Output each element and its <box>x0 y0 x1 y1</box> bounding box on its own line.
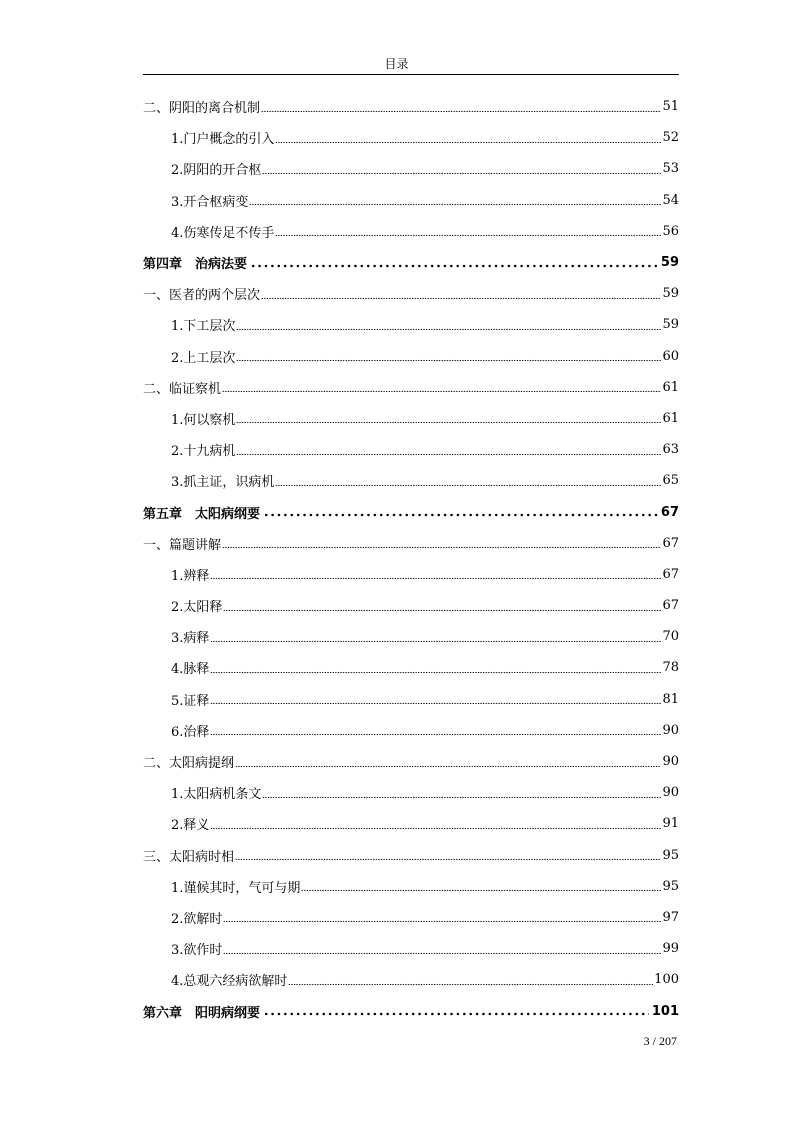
toc-entry-title: 5.证释 <box>171 693 210 709</box>
dot-leader <box>275 476 661 486</box>
dot-leader <box>261 289 661 299</box>
toc-entry-title: 1.下工层次 <box>171 319 236 335</box>
toc-page-number: 99 <box>662 941 679 957</box>
toc-page-number: 61 <box>662 379 679 395</box>
toc-entry-title: 一、医者的两个层次 <box>143 288 261 304</box>
toc-entry-title: 二、阴阳的离合机制 <box>143 101 261 117</box>
toc-page-number: 61 <box>662 410 679 426</box>
toc-page-number: 100 <box>654 972 679 988</box>
toc-page-number: 70 <box>662 629 679 645</box>
toc-page-number: 78 <box>662 660 679 676</box>
toc-entry-title: 第六章 阳明病纲要 <box>143 1005 261 1021</box>
toc-page-number: 60 <box>662 348 679 364</box>
toc-entry[interactable] <box>143 684 679 715</box>
toc-entry-title: 4.伤寒传足不传手 <box>171 225 275 241</box>
dot-leader <box>236 351 661 361</box>
toc-entry-title: 6.治释 <box>171 724 210 740</box>
toc-entry-title: 3.欲作时 <box>171 943 223 959</box>
dot-leader <box>210 663 661 673</box>
toc-page-number: 90 <box>662 722 679 738</box>
toc-page-number: 90 <box>662 785 679 801</box>
toc-entry[interactable] <box>143 403 679 434</box>
toc-entry[interactable] <box>143 309 679 340</box>
toc-entry-title: 一、篇题讲解 <box>143 537 222 553</box>
toc-page-number: 65 <box>662 473 679 489</box>
toc-page-number: 59 <box>662 286 679 302</box>
toc-entry-title: 1.何以察机 <box>171 412 236 428</box>
dot-leader <box>275 133 661 143</box>
toc-page-number: 95 <box>662 847 679 863</box>
dot-leader <box>261 102 661 112</box>
dot-leader <box>222 538 661 548</box>
toc-entry[interactable] <box>143 528 679 559</box>
toc-entry-title: 第四章 治病法要 <box>143 257 248 273</box>
dot-leader <box>210 694 661 704</box>
toc-page-number: 97 <box>662 909 679 925</box>
toc-chapter-entry[interactable] <box>143 995 679 1026</box>
toc-entry-title: 2.上工层次 <box>171 350 236 366</box>
toc-entry[interactable] <box>143 559 679 590</box>
toc-entry[interactable] <box>143 746 679 777</box>
toc-page-number: 81 <box>662 691 679 707</box>
toc-page-number: 54 <box>662 192 679 208</box>
toc-page-number: 67 <box>660 504 679 520</box>
page-number: 3 / 207 <box>643 1034 677 1048</box>
toc-entry-title: 2.释义 <box>171 818 210 834</box>
toc-entry[interactable] <box>143 621 679 652</box>
toc-page-number: 67 <box>662 566 679 582</box>
toc-entry[interactable] <box>143 341 679 372</box>
toc-entry[interactable] <box>143 590 679 621</box>
toc-entry[interactable] <box>143 153 679 184</box>
dot-leader <box>236 320 661 330</box>
toc-entry-title: 1.谨候其时，气可与期 <box>171 880 301 896</box>
toc-entry-title: 2.十九病机 <box>171 444 236 460</box>
dot-leader <box>235 757 661 767</box>
toc-entry-title: 4.总观六经病欲解时 <box>171 974 288 990</box>
toc-entry[interactable] <box>143 652 679 683</box>
toc-page-number: 59 <box>662 317 679 333</box>
toc-page-number: 101 <box>651 1003 679 1019</box>
toc-entry[interactable] <box>143 840 679 871</box>
dot-leader <box>288 975 653 985</box>
dot-leader <box>223 601 661 611</box>
dot-leader <box>222 382 661 392</box>
toc-entry-title: 1.太阳病机条文 <box>171 787 262 803</box>
toc-entry-title: 三、太阳病时相 <box>143 849 235 865</box>
page-header-title: 目录 <box>384 57 409 71</box>
dot-leader <box>275 226 661 236</box>
toc-entry-title: 4.脉释 <box>171 662 210 678</box>
toc-entry-title: 二、临证察机 <box>143 381 222 397</box>
toc-entry[interactable] <box>143 715 679 746</box>
dot-leader <box>210 569 661 579</box>
toc-entry-title: 2.欲解时 <box>171 911 223 927</box>
toc-entry-title: 3.病释 <box>171 631 210 647</box>
dot-leader <box>301 881 661 891</box>
table-of-contents <box>143 91 679 1027</box>
dot-leader <box>210 632 661 642</box>
dot-leader <box>262 164 661 174</box>
toc-page-number: 63 <box>662 442 679 458</box>
toc-entry[interactable] <box>143 871 679 902</box>
toc-entry[interactable] <box>143 808 679 839</box>
toc-chapter-entry[interactable] <box>143 496 679 527</box>
toc-page-number: 90 <box>662 754 679 770</box>
toc-page-number: 95 <box>662 878 679 894</box>
toc-entry[interactable] <box>143 185 679 216</box>
toc-entry-title: 1.辨释 <box>171 568 210 584</box>
dot-leader <box>262 788 661 798</box>
dot-leader <box>223 912 661 922</box>
dot-leader <box>249 195 661 205</box>
dot-leader <box>236 413 661 423</box>
toc-page-number: 91 <box>662 816 679 832</box>
toc-entry-title: 第五章 太阳病纲要 <box>143 506 261 522</box>
toc-page-number: 59 <box>660 255 679 271</box>
dot-leader <box>235 850 661 860</box>
toc-page-number: 56 <box>662 223 679 239</box>
toc-entry[interactable] <box>143 933 679 964</box>
dot-leader <box>250 258 658 268</box>
dot-leader <box>263 507 658 517</box>
toc-page-number: 67 <box>662 598 679 614</box>
toc-entry-title: 1.门户概念的引入 <box>171 132 275 148</box>
toc-entry[interactable] <box>143 216 679 247</box>
toc-page-number: 67 <box>662 535 679 551</box>
dot-leader <box>263 1006 649 1016</box>
toc-entry[interactable] <box>143 902 679 933</box>
toc-entry-title: 2.太阳释 <box>171 600 223 616</box>
toc-entry[interactable] <box>143 964 679 995</box>
toc-entry[interactable] <box>143 91 679 122</box>
toc-page-number: 53 <box>662 161 679 177</box>
toc-entry[interactable] <box>143 122 679 153</box>
toc-entry[interactable] <box>143 465 679 496</box>
toc-entry[interactable] <box>143 372 679 403</box>
toc-entry[interactable] <box>143 434 679 465</box>
toc-entry-title: 3.开合枢病变 <box>171 194 249 210</box>
toc-entry-title: 3.抓主证，识病机 <box>171 475 275 491</box>
dot-leader <box>210 819 661 829</box>
toc-page-number: 51 <box>662 99 679 115</box>
toc-entry-title: 2.阴阳的开合枢 <box>171 163 262 179</box>
toc-page-number: 52 <box>662 130 679 146</box>
toc-entry-title: 二、太阳病提纲 <box>143 756 235 772</box>
dot-leader <box>223 944 661 954</box>
header-divider <box>143 74 679 75</box>
toc-entry[interactable] <box>143 278 679 309</box>
dot-leader <box>236 445 661 455</box>
toc-entry[interactable] <box>143 777 679 808</box>
toc-chapter-entry[interactable] <box>143 247 679 278</box>
dot-leader <box>210 725 661 735</box>
